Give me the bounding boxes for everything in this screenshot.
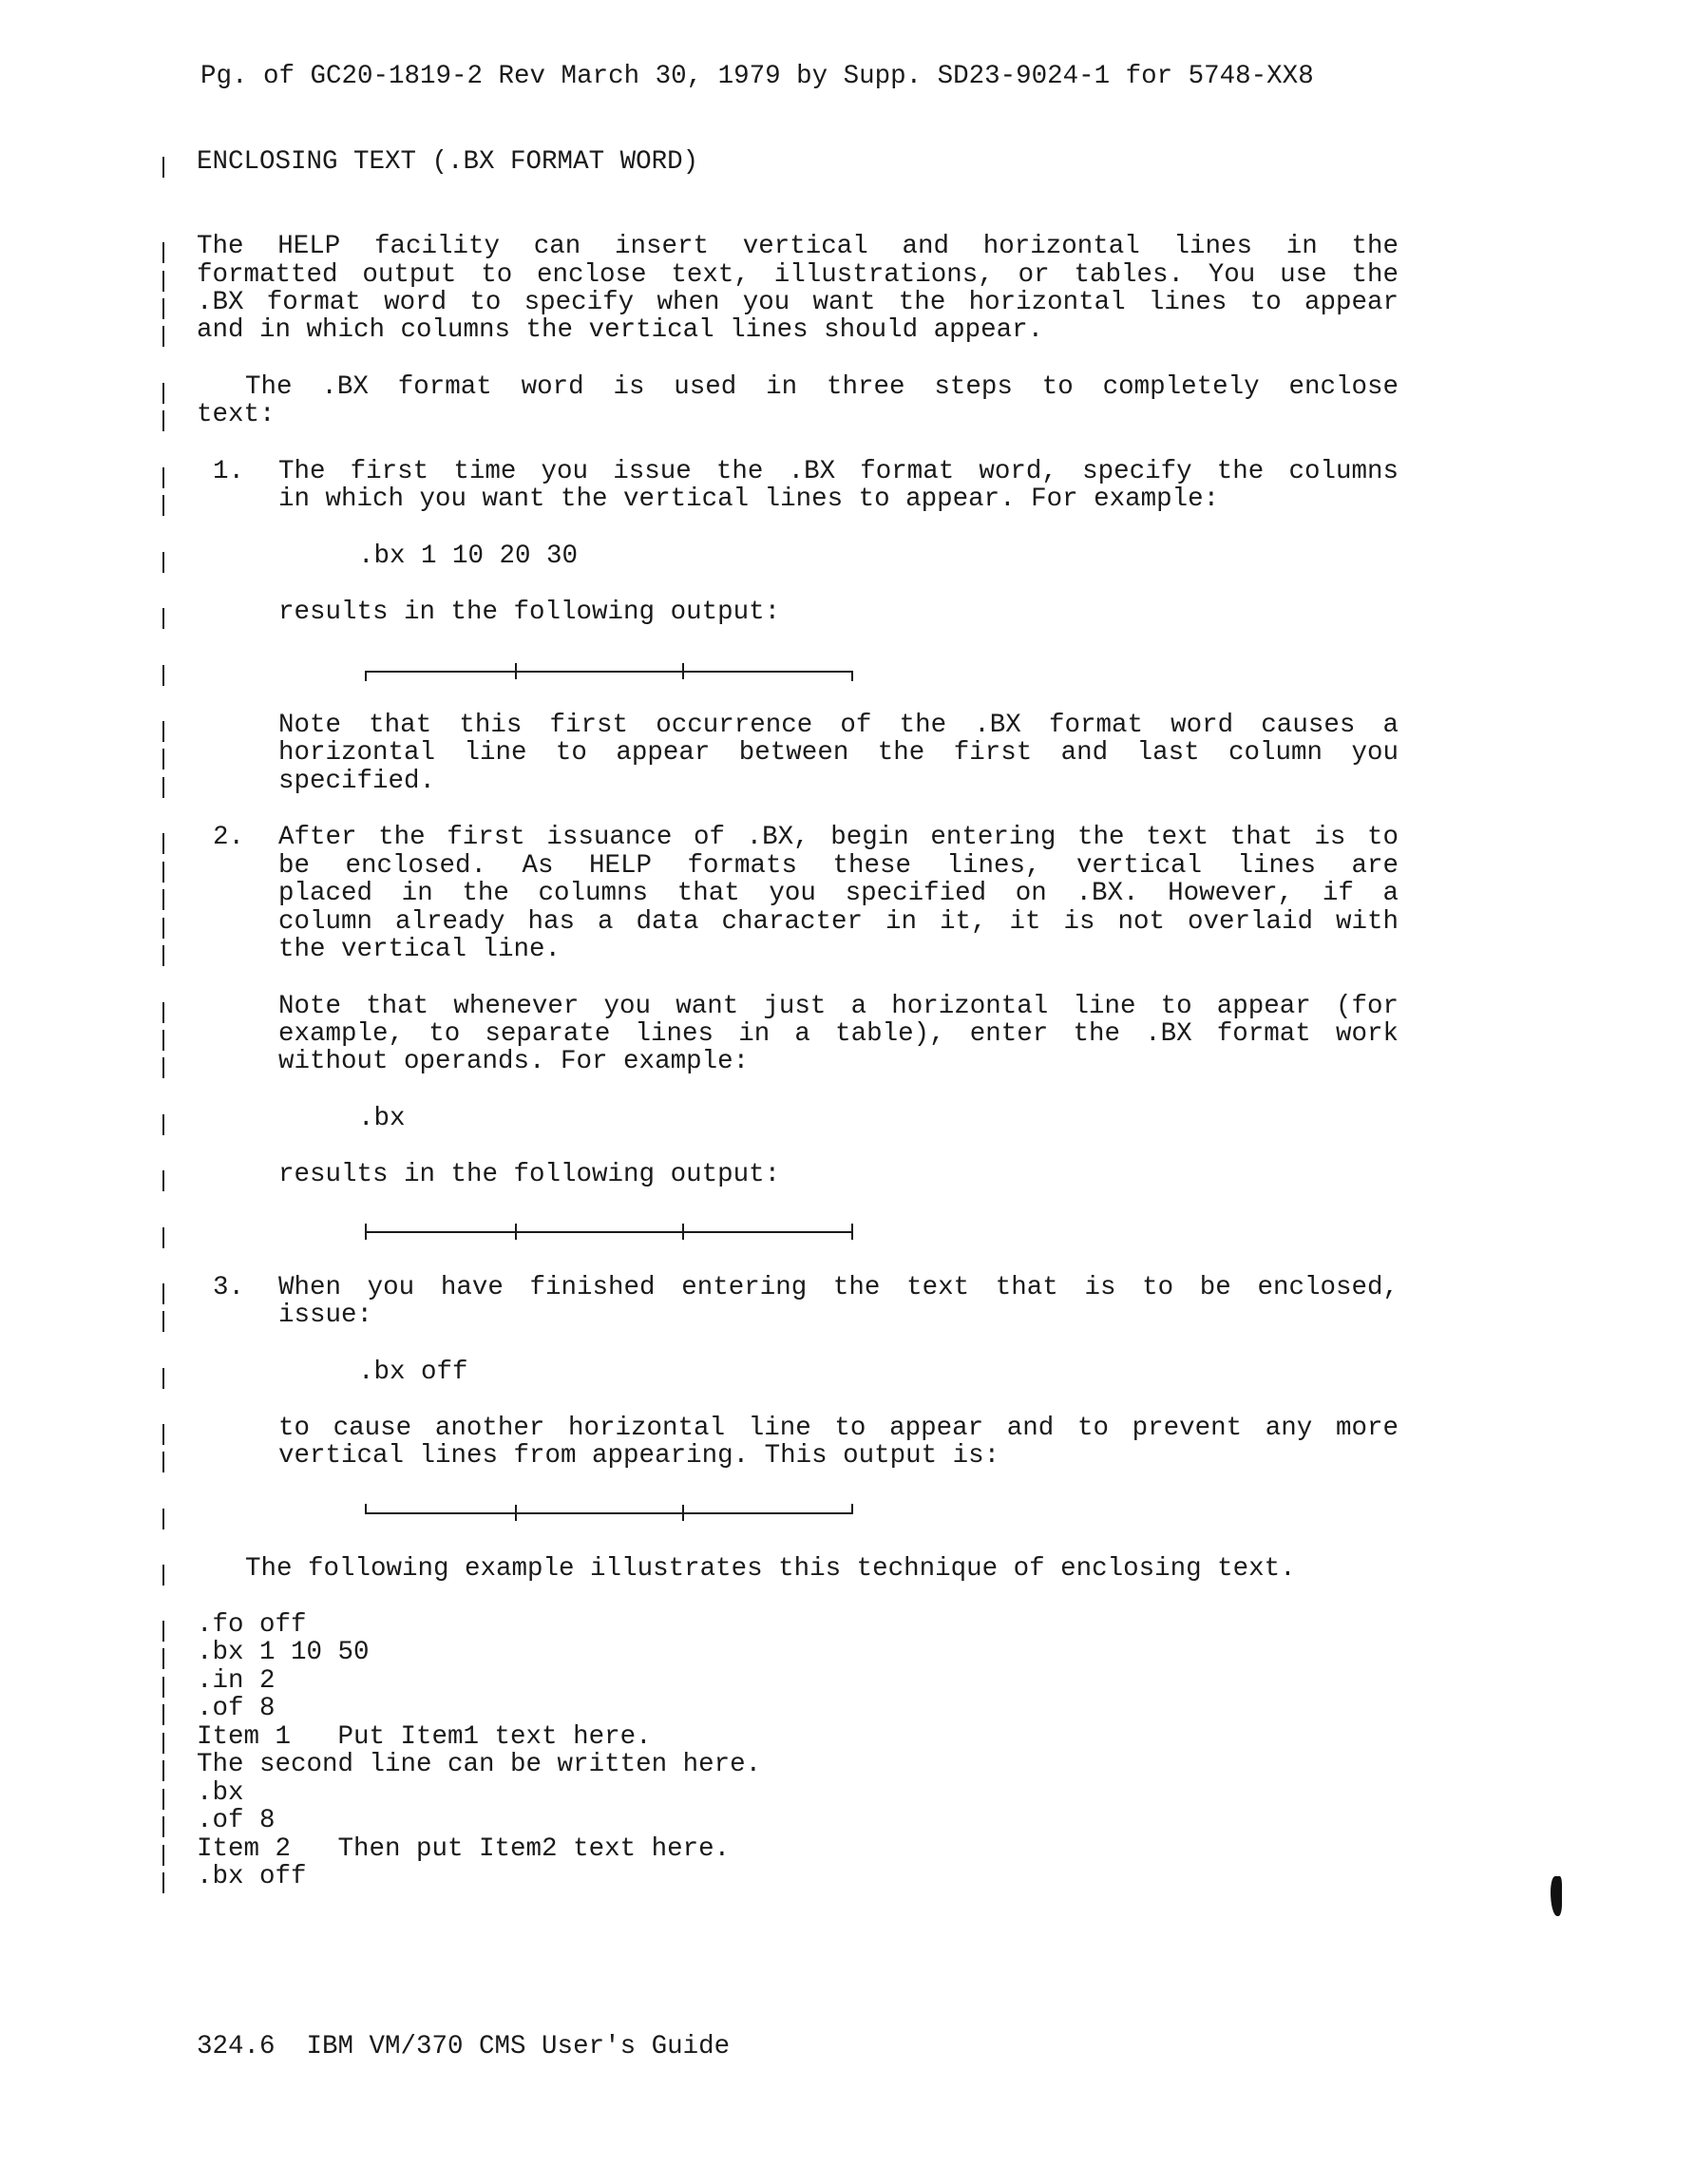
code-example: .bx off	[358, 1358, 468, 1387]
example-intro: The following example illustrates this technique of enclosing text.	[245, 1554, 1296, 1584]
page-header: Pg. of GC20-1819-2 Rev March 30, 1979 by Supp. SD23-9024-1 for 5748-XX8	[200, 62, 1314, 91]
section-heading: ENCLOSING TEXT (.BX FORMAT WORD)	[197, 147, 699, 177]
step-number: 1.	[213, 457, 245, 486]
document-page: Pg. of GC20-1819-2 Rev March 30, 1979 by Supp. SD23-9024-1 for 5748-XX8 ENCLOSING TEXT (.BX FORMAT WORD) The HELP facility can insert vertical and horizontal lines in the formatted output to enclose text, illustrations, or tables. You use the .BX format word to specify when you want the horizontal lines to appear and in which columns the vertical lines should appear. The .BX format word is used in three steps to completely enclose text: 1. The first time you issue the .BX format word, specify the columns in which you want the vertical lines to appear. For example: .bx 1 10 20 30 results in the following output: Note that this first occurrence of the .BX format word causes a horizontal line to appear between the first and last column you specified. 2. After the first issuance of .BX, begin entering the text that is to be enclosed. As HELP formats these lines, vertical lines are placed in the columns that you specified on .BX. However, if a column already has a data character in it, it is not overlaid with the vertical line. Note that whenever you want just a horizontal line to appear (for example, to separate lines in a table), enter the .BX format work without operands. For example: .bx results in the following output: 3. When you have finished entering the text that is to be enclosed, issue: .bx off to cause another horizontal line to appear and to prevent any more vertical lines from appearing. This output is: The following example illustrates this technique of enclosing text. .fo off .bx 1 10 50 .in 2 .of 8 Item 1 Put Item1 text here. The second line can be written here. .bx .of 8 Item 2 Then put Item2 text here. .bx off 324.6 IBM VM/370 CMS User's Guide	[0, 0, 1694, 2184]
scan-smudge	[1551, 1876, 1562, 1916]
page-footer: 324.6 IBM VM/370 CMS User's Guide	[197, 2032, 731, 2061]
code-example: .bx	[358, 1104, 406, 1133]
code-example: .bx 1 10 20 30	[358, 541, 579, 571]
step-number: 3.	[213, 1273, 245, 1302]
step-number: 2.	[213, 823, 245, 852]
